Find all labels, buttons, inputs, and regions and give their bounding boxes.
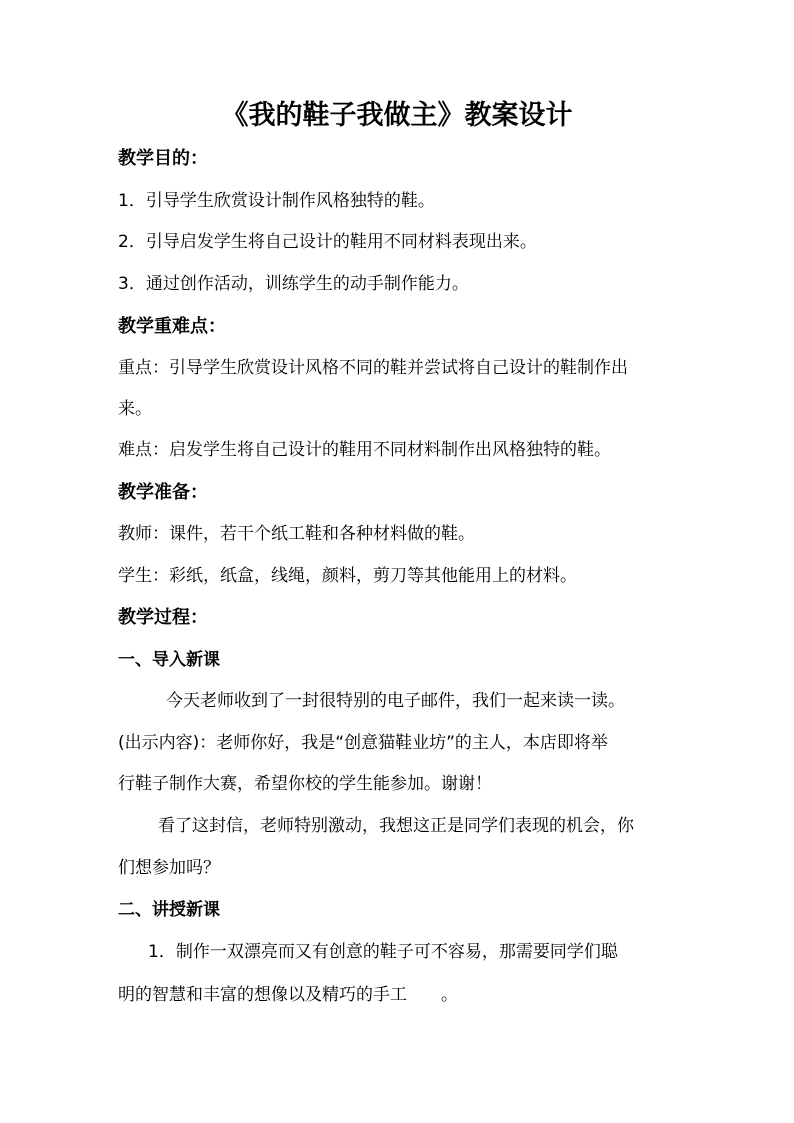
part1-paragraph1-line1: 今天老师收到了一封很特别的电子邮件，我们一起来读一读。: [166, 691, 625, 711]
objective-item-2: 2．引导启发学生将自己设计的鞋用不同材料表现出来。: [118, 232, 537, 252]
part1-paragraph1-line3: 行鞋子制作大赛，希望你校的学生能参加。谢谢！: [118, 774, 492, 794]
part2-paragraph1-line2: 明的智慧和丰富的想像以及精巧的手工 。: [118, 985, 458, 1005]
process-heading: 教学过程：: [118, 607, 208, 628]
document-title: 《我的鞋子我做主》教案设计: [221, 100, 573, 131]
part1-paragraph2-line2: 们想参加吗？: [118, 858, 220, 878]
part1-paragraph2-line1: 看了这封信，老师特别激动，我想这正是同学们表现的机会，你: [158, 816, 634, 836]
part1-paragraph1-line2: (出示内容)：老师你好，我是“创意猫鞋业坊”的主人，本店即将举: [118, 733, 608, 753]
part2-heading: 二、讲授新课: [118, 900, 220, 920]
focus-line-2: 来。: [118, 399, 152, 419]
objective-item-1: 1．引导学生欣赏设计制作风格独特的鞋。: [118, 191, 435, 211]
objective-item-3: 3．通过创作活动，训练学生的动手制作能力。: [118, 274, 469, 294]
key-points-heading: 教学重难点：: [118, 316, 226, 337]
part2-paragraph1-line1: 1．制作一双漂亮而又有创意的鞋子可不容易，那需要同学们聪: [148, 942, 618, 962]
part1-heading: 一、导入新课: [118, 650, 220, 670]
focus-line-1: 重点：引导学生欣赏设计风格不同的鞋并尝试将自己设计的鞋制作出: [118, 358, 628, 378]
difficulty-line: 难点：启发学生将自己设计的鞋用不同材料制作出风格独特的鞋。: [118, 440, 611, 460]
student-preparation: 学生：彩纸，纸盒，线绳，颜料，剪刀等其他能用上的材料。: [118, 566, 577, 586]
teacher-preparation: 教师：课件，若干个纸工鞋和各种材料做的鞋。: [118, 524, 475, 544]
objectives-heading: 教学目的：: [118, 148, 208, 169]
preparation-heading: 教学准备：: [118, 482, 208, 503]
